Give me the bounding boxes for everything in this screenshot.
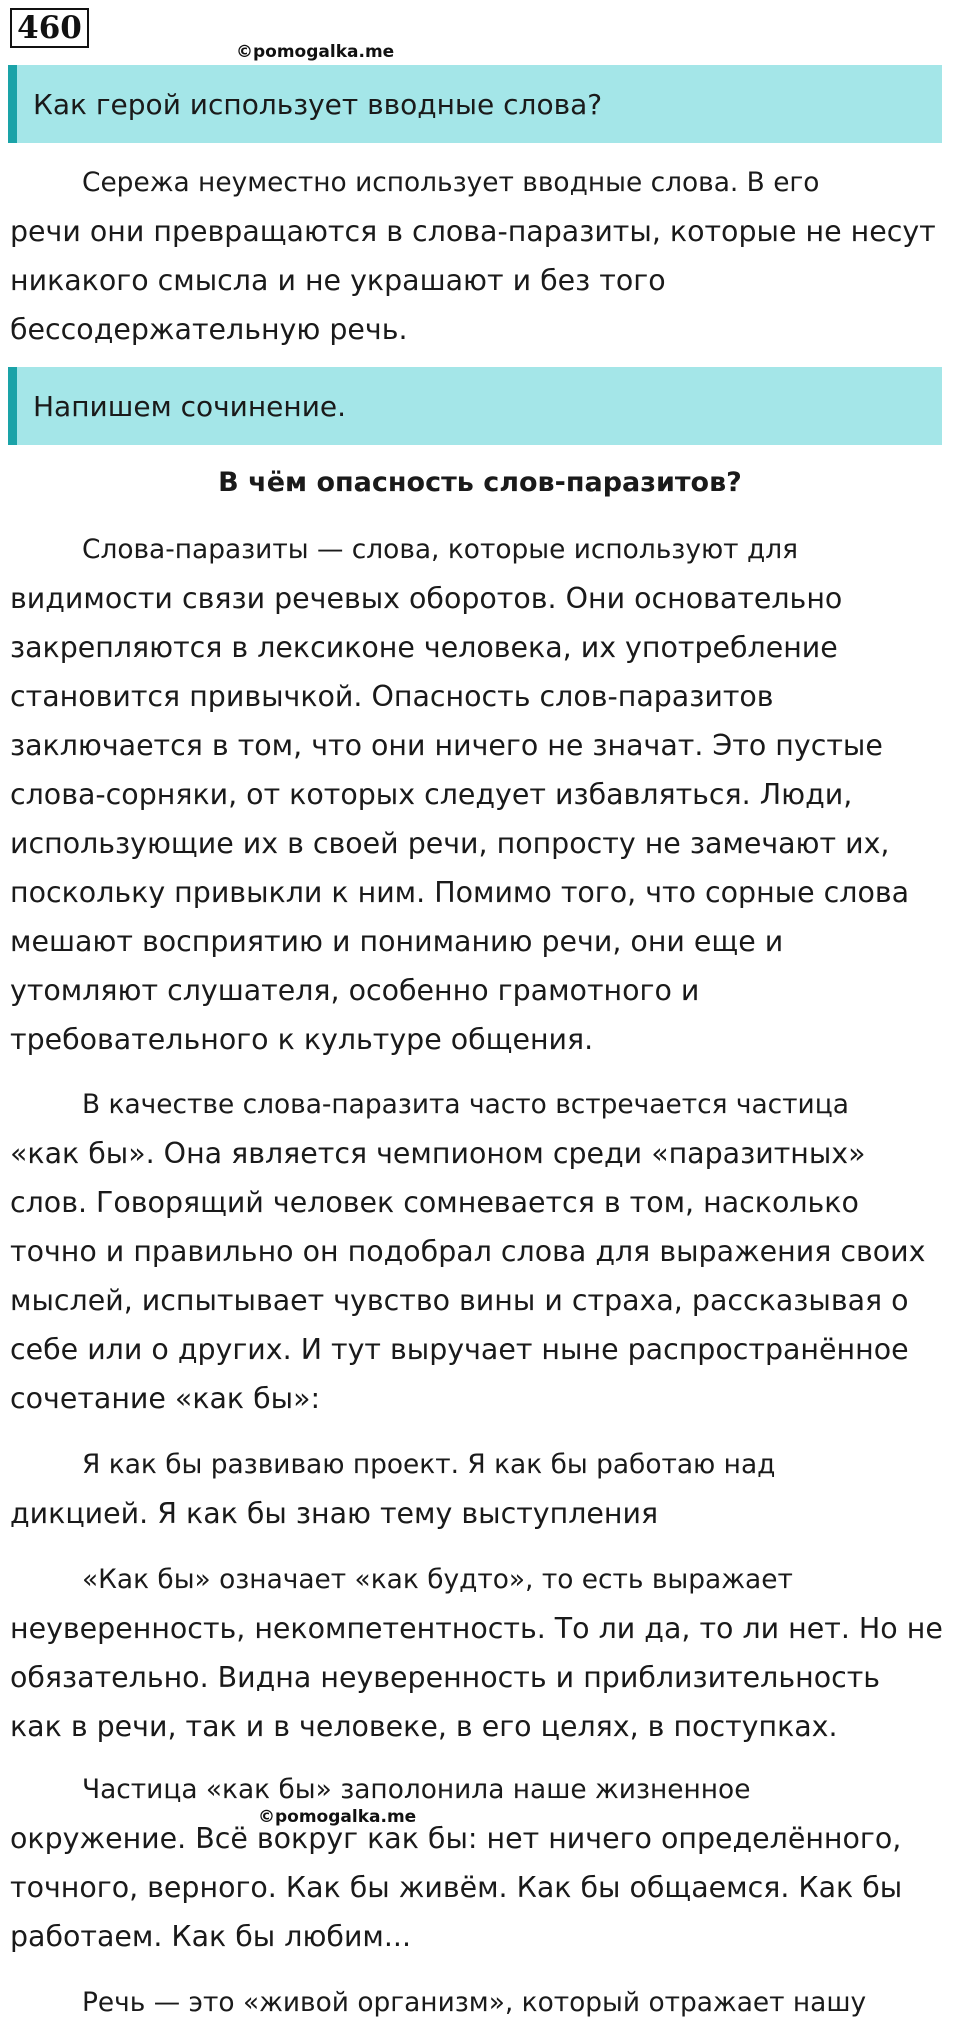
paragraph-line: точного, верного. Как бы живём. Как бы общаемся. Как бы bbox=[10, 1871, 903, 1904]
essay-banner-text: Напишем сочинение. bbox=[33, 389, 347, 423]
paragraph-line: Речь — это «живой организм», который отражает нашу bbox=[82, 1987, 867, 2018]
essay-example bbox=[10, 1440, 950, 1538]
paragraph-line: слов. Говорящий человек сомневается в том, насколько bbox=[10, 1186, 859, 1219]
paragraph-line: неуверенность, некомпетентность. То ли да, то ли нет. Но не bbox=[10, 1612, 943, 1645]
paragraph-line: требовательного к культуре общения. bbox=[10, 1023, 594, 1056]
essay-paragraph-1 bbox=[10, 525, 950, 1064]
watermark-middle: ©pomogalka.me bbox=[258, 1807, 417, 1827]
paragraph-line: дикцией. Я как бы знаю тему выступления bbox=[10, 1497, 659, 1530]
essay-paragraph-2 bbox=[10, 1080, 950, 1423]
question-banner-text: Как герой использует вводные слова? bbox=[33, 87, 603, 121]
paragraph-line: окружение. Всё вокруг как бы: нет ничего определённого, bbox=[10, 1822, 902, 1855]
paragraph-line: заключается в том, что они ничего не значат. Это пустые bbox=[10, 729, 883, 762]
paragraph-line: видимости связи речевых оборотов. Они основательно bbox=[10, 582, 843, 615]
paragraph-line: слова-сорняки, от которых следует избавляться. Люди, bbox=[10, 778, 853, 811]
answer-line: речи они превращаются в слова-паразиты, которые не несут bbox=[10, 215, 936, 248]
paragraph-line: мешают восприятию и пониманию речи, они еще и bbox=[10, 925, 784, 958]
paragraph-line: становится привычкой. Опасность слов-паразитов bbox=[10, 680, 774, 713]
paragraph-line: «как бы». Она является чемпионом среди «паразитных» bbox=[10, 1137, 866, 1170]
paragraph-line: сочетание «как бы»: bbox=[10, 1382, 321, 1415]
paragraph-line: Частица «как бы» заполонила наше жизненное bbox=[82, 1774, 751, 1805]
task-number-box: 460 bbox=[10, 8, 89, 48]
paragraph-line: как в речи, так и в человеке, в его целях, в поступках. bbox=[10, 1710, 838, 1743]
paragraph-line: работаем. Как бы любим... bbox=[10, 1920, 411, 1953]
paragraph-line: закрепляются в лексиконе человека, их употребление bbox=[10, 631, 838, 664]
paragraph-line: использующие их в своей речи, попросту не замечают их, bbox=[10, 827, 890, 860]
answer-line: бессодержательную речь. bbox=[10, 313, 408, 346]
answer-paragraph bbox=[10, 158, 950, 354]
watermark-top: ©pomogalka.me bbox=[236, 42, 395, 62]
paragraph-line: Слова-паразиты — слова, которые используют для bbox=[82, 534, 798, 565]
paragraph-line: Я как бы развиваю проект. Я как бы работаю над bbox=[82, 1449, 776, 1480]
paragraph-line: себе или о других. И тут выручает ныне распространённое bbox=[10, 1333, 909, 1366]
essay-banner bbox=[8, 367, 942, 445]
paragraph-line: обязательно. Видна неуверенность и приблизительность bbox=[10, 1661, 881, 1694]
essay-paragraph-4 bbox=[10, 1765, 950, 1961]
paragraph-line: утомляют слушателя, особенно грамотного и bbox=[10, 974, 700, 1007]
essay-title: В чём опасность слов-паразитов? bbox=[218, 467, 742, 498]
paragraph-line: точно и правильно он подобрал слова для выражения своих bbox=[10, 1235, 926, 1268]
paragraph-line: мыслей, испытывает чувство вины и страха, рассказывая о bbox=[10, 1284, 909, 1317]
answer-line: Сережа неуместно использует вводные слова. В его bbox=[82, 167, 820, 198]
question-banner bbox=[8, 65, 942, 143]
essay-paragraph-3 bbox=[10, 1555, 950, 1751]
paragraph-line: поскольку привыкли к ним. Помимо того, что сорные слова bbox=[10, 876, 910, 909]
paragraph-line: В качестве слова-паразита часто встречается частица bbox=[82, 1089, 849, 1120]
paragraph-line: «Как бы» означает «как будто», то есть выражает bbox=[82, 1564, 793, 1595]
answer-line: никакого смысла и не украшают и без того bbox=[10, 264, 666, 297]
